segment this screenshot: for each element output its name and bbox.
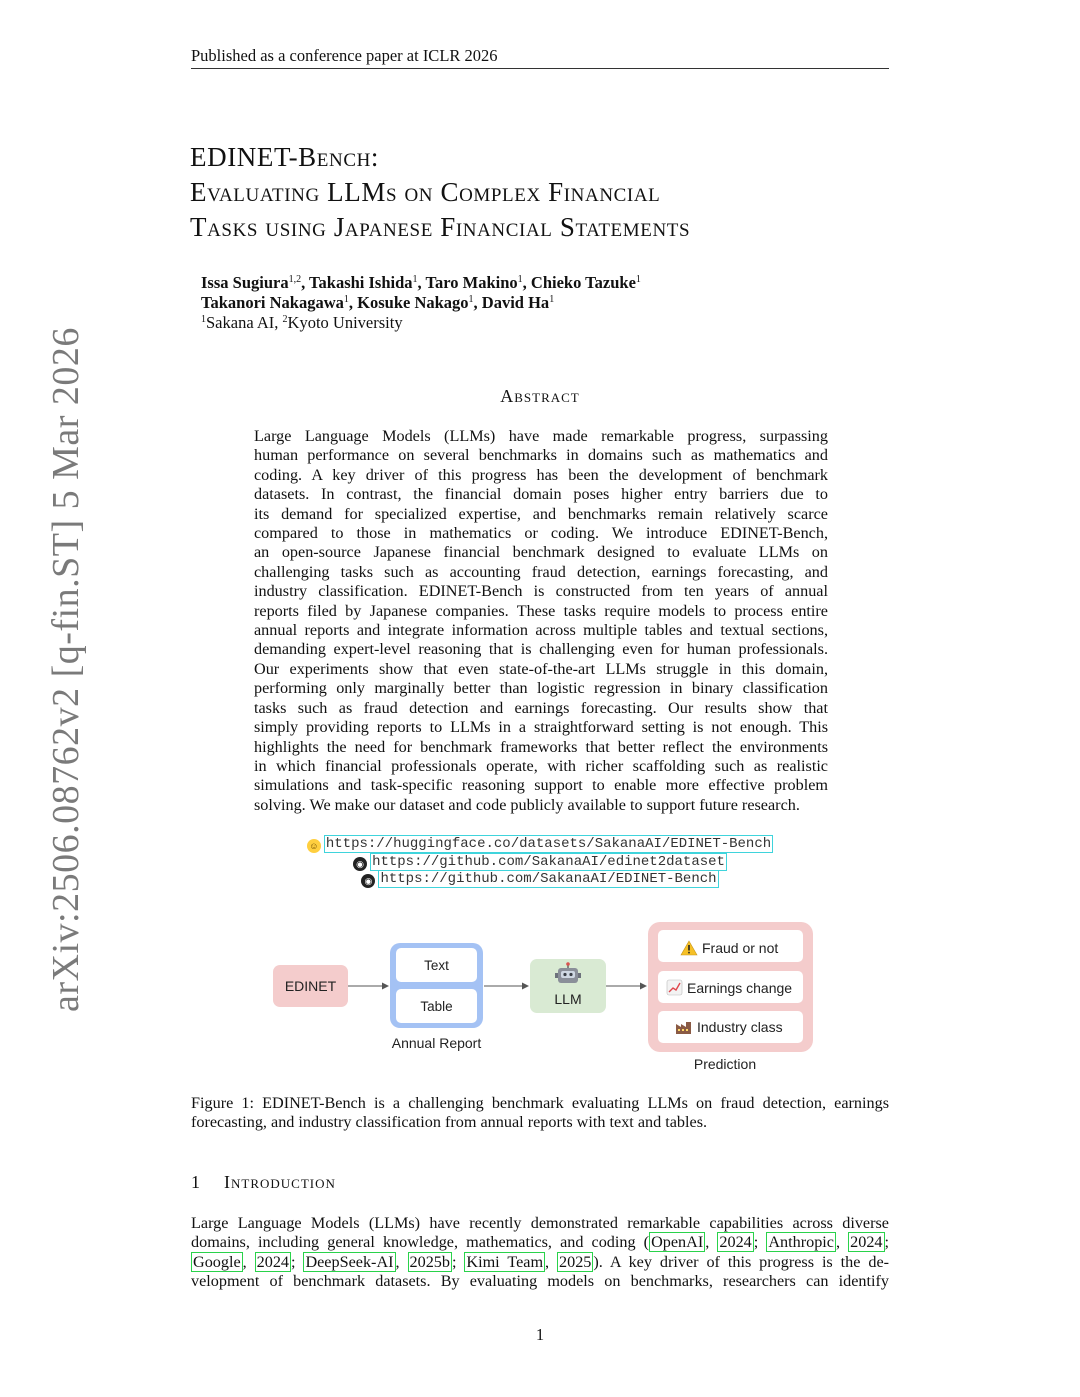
paper-title <box>190 140 690 245</box>
author-name: Issa Sugiura <box>201 273 289 292</box>
link-row-github-edinet-bench <box>0 869 1080 887</box>
affiliations <box>201 313 641 333</box>
citation-link[interactable]: 2025b <box>409 1252 450 1271</box>
abstract-heading: Abstract <box>500 386 580 406</box>
author-affiliation-mark: 1 <box>635 274 641 285</box>
huggingface-dataset-link[interactable]: https://huggingface.co/datasets/SakanaAI/EDINET-Bench <box>325 836 772 852</box>
abstract-line-last: solving. We make our dataset and code publicly available to support future research. <box>254 795 800 814</box>
abstract-line: reports filed by Japanese companies. These tasks require models to process entire <box>254 601 828 620</box>
prediction-label: Prediction <box>693 1056 757 1072</box>
intro-line: domains, including general knowledge, mathematics, and coding ( OpenAI , 2024 ; Anthropic , 2024 ; <box>191 1233 889 1252</box>
citation-link[interactable]: DeepSeek-AI <box>305 1252 394 1271</box>
abstract-line: challenging tasks such as accounting fraud detection, earnings forecasting, and <box>254 562 828 581</box>
page-number: 1 <box>535 1325 545 1344</box>
affiliation-name: Kyoto University <box>287 313 403 332</box>
arxiv-identifier-stamp: arXiv:2506.08762v2 [q-fin.ST] 5 Mar 2026 <box>45 327 87 1012</box>
fraud-item-label: Fraud or not <box>702 940 779 956</box>
author-name: Chieko Tazuke <box>530 273 636 292</box>
title-line-3: Tasks using Japanese Financial Statements <box>190 212 691 242</box>
running-header: Published as a conference paper at ICLR 2026 <box>191 46 498 65</box>
abstract-line: Large Language Models (LLMs) have made remarkable progress, surpassing <box>254 427 828 445</box>
author-separator: , <box>473 293 482 312</box>
abstract-line: compared to those in mathematics or coding. We introduce EDINET-Bench, <box>254 524 828 543</box>
citation-link[interactable]: 2024 <box>719 1233 752 1252</box>
author-name: David Ha <box>481 293 550 312</box>
author-name: Kosuke Nakago <box>357 293 469 312</box>
huggingface-icon: ☺ <box>307 839 321 853</box>
author-row-2 <box>201 293 641 313</box>
title-line-2: Evaluating LLMs on Complex Financial <box>190 177 661 207</box>
author-affiliation-mark: 1 <box>517 274 523 285</box>
section-title: Introduction <box>224 1172 336 1192</box>
citation-link[interactable]: Google <box>193 1252 241 1271</box>
link-row-github-edinet2dataset <box>0 852 1080 870</box>
author-block <box>201 273 641 333</box>
author-affiliation-mark: 1 <box>343 294 349 305</box>
edinet-label: EDINET <box>284 978 337 994</box>
abstract-line: its demand for specialized expertise, and benchmarks remain relatively scarce <box>254 504 828 523</box>
author-separator: , <box>348 293 358 312</box>
edinet-node <box>273 965 348 1007</box>
citation-link[interactable]: 2024 <box>850 1233 883 1252</box>
abstract-line: industry classification. EDINET-Bench is constructed from ten years of annual <box>254 582 828 601</box>
github-icon: ◉ <box>353 857 367 871</box>
introduction-body <box>191 1214 889 1292</box>
annual-report-label: Annual Report <box>391 1035 482 1051</box>
author-name: Taro Makino <box>425 273 518 292</box>
author-affiliation-mark: 1 <box>549 294 555 305</box>
abstract-line: datasets. In contrast, the financial domain poses higher entry barriers due to <box>254 485 828 504</box>
header-rule <box>191 68 889 69</box>
citation-link[interactable]: OpenAI <box>651 1233 704 1252</box>
caption-line: forecasting, and industry classification from annual reports with text and tables. <box>191 1113 708 1132</box>
title-line-1: EDINET-Bench: <box>190 142 380 172</box>
annual-report-node <box>390 943 483 1051</box>
abstract-line: human performance on several benchmarks in domains such as mathematics and <box>254 446 828 465</box>
chart-increasing-icon <box>667 980 682 995</box>
link-row-huggingface <box>0 834 1080 852</box>
section-heading-introduction <box>191 1171 336 1193</box>
section-number: 1 <box>191 1172 200 1192</box>
text-item-label: Text <box>424 958 449 973</box>
github-icon: ◉ <box>361 874 375 888</box>
author-separator: , <box>417 273 426 292</box>
caption-line: Figure 1: EDINET-Bench is a challenging benchmark evaluating LLMs on fraud detection, earnings <box>191 1094 889 1112</box>
abstract-body <box>254 427 828 815</box>
industry-item-label: Industry class <box>697 1019 783 1035</box>
abstract-line: simulations and task-specific reasoning support to enable more effective problem <box>254 776 828 795</box>
citation-link[interactable]: 2024 <box>256 1252 290 1271</box>
prediction-node <box>648 922 813 1072</box>
citation-link[interactable]: Kimi Team <box>466 1252 544 1271</box>
earnings-item-label: Earnings change <box>687 980 793 996</box>
abstract-line: in which financial professionals operate, with richer scaffolding such as realistic <box>254 756 828 775</box>
affiliation-name: Sakana AI, <box>206 313 283 332</box>
abstract-line: simply providing reports to LLMs in a straightforward setting is not enough. This <box>254 718 828 737</box>
intro-text: domains, including general knowledge, mathematics, and coding ( <box>191 1233 650 1252</box>
github-edinet2dataset-link[interactable]: https://github.com/SakanaAI/edinet2dataset <box>372 853 725 870</box>
abstract-line: Our experiments show that even state-of-the-art LLMs struggle in this domain, <box>254 659 828 678</box>
citation-link[interactable]: 2025 <box>559 1252 592 1271</box>
author-affiliation-mark: 1,2 <box>288 274 302 285</box>
github-edinet-bench-link[interactable]: https://github.com/SakanaAI/EDINET-Bench <box>380 871 717 887</box>
author-affiliation-mark: 1 <box>412 274 418 285</box>
intro-line: velopment of benchmark datasets. By evaluating models on benchmarks, researchers can identify <box>191 1272 889 1291</box>
intro-line: Large Language Models (LLMs) have recently demonstrated remarkable capabilities across diverse <box>191 1214 889 1232</box>
author-name: Takanori Nakagawa <box>201 293 344 312</box>
author-affiliation-mark: 1 <box>468 294 474 305</box>
citation-link[interactable]: Anthropic <box>768 1233 834 1252</box>
llm-node <box>530 959 606 1013</box>
abstract-line: tasks such as fraud detection and earnings forecasting. Our results show that <box>254 698 828 717</box>
table-item-label: Table <box>420 999 453 1014</box>
intro-line: Google , 2024 ; DeepSeek-AI , 2025b ; Kimi Team , 2025 ). A key driver of this progress is the de- <box>193 1252 890 1271</box>
abstract-line: an open-source Japanese financial benchmark designed to evaluate LLMs on <box>254 543 828 562</box>
llm-label: LLM <box>554 991 582 1007</box>
author-row-1 <box>201 273 641 293</box>
author-separator: , <box>522 273 531 292</box>
abstract-line: coding. A key driver of this progress has been the development of benchmark <box>254 465 828 484</box>
author-name: Takashi Ishida <box>309 273 413 292</box>
abstract-line: demanding expert-level reasoning that is challenging even for human professionals. <box>254 640 828 659</box>
intro-text: ). A key driver of this progress is the de- <box>593 1252 890 1271</box>
abstract-line: annual reports and integrate information across multiple tables and textual sections, <box>254 621 828 640</box>
abstract-line: highlights the need for benchmark frameworks that better reflect the environments <box>254 737 828 756</box>
affiliation-mark: 2 <box>282 314 288 325</box>
abstract-line: performing only marginally better than logistic regression in binary classification <box>254 679 828 698</box>
resource-links <box>0 834 1080 887</box>
author-separator: , <box>301 273 310 292</box>
figure-caption <box>191 1094 889 1133</box>
affiliation-mark: 1 <box>201 314 206 325</box>
